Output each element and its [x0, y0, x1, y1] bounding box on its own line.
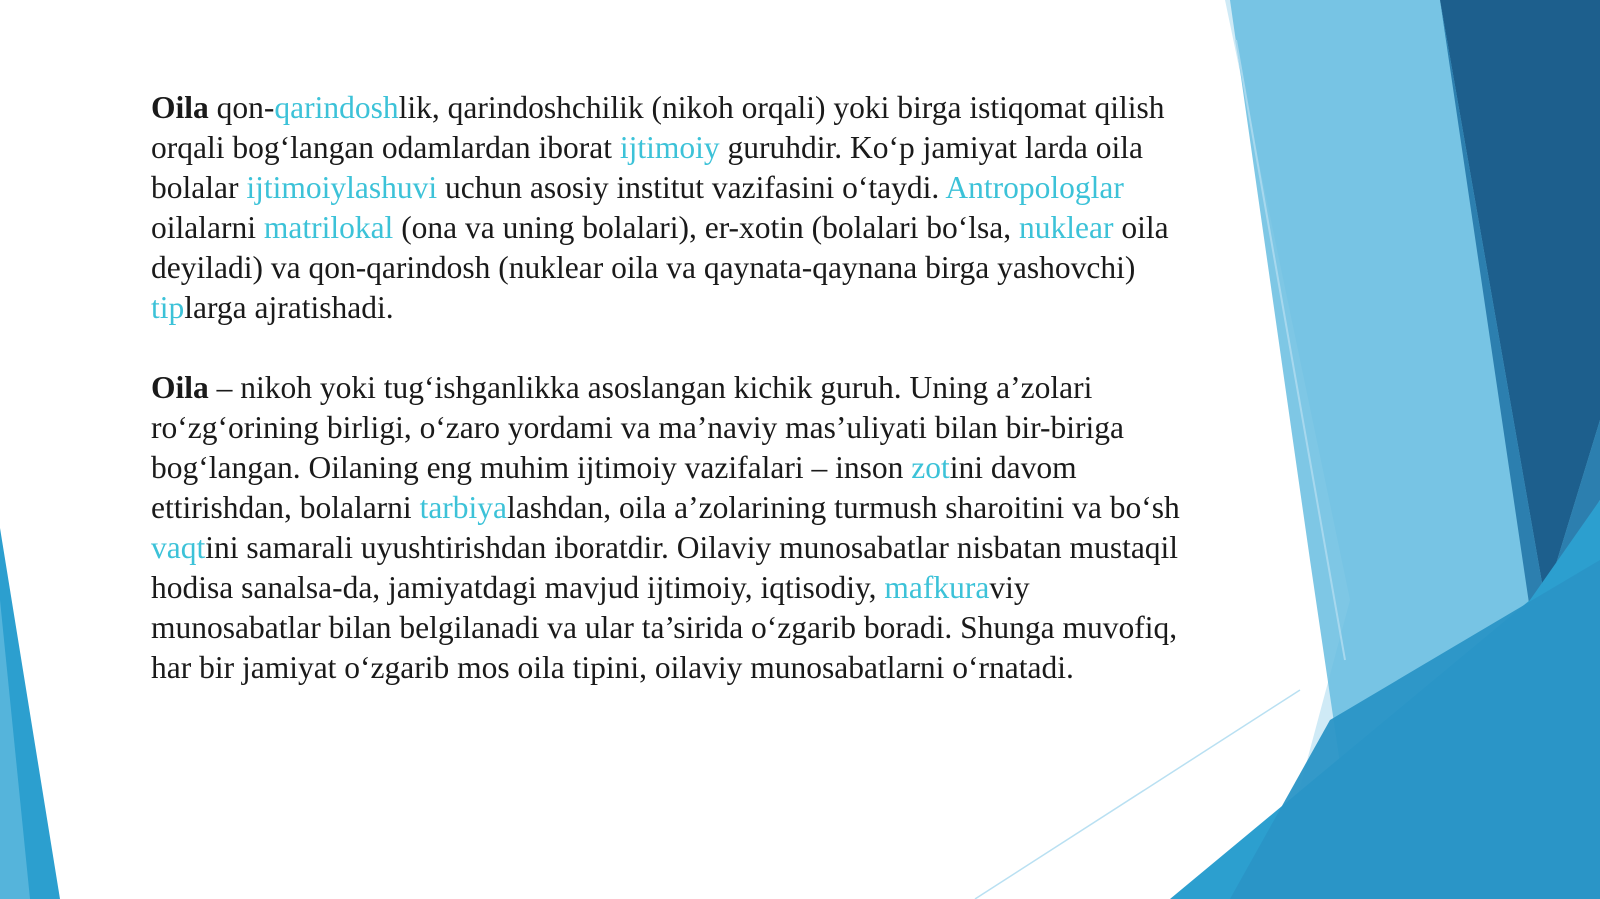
paragraph-text: viy munosabatlar bilan belgilanadi va ular ta’sirida o‘zgarib boradi. Shunga muvofiq, har bir jamiyat o‘zgarib mos oila tipini, oilaviy munosabatlarni o‘rnatadi. — [151, 570, 1178, 685]
wiki-link[interactable]: Antropologlar — [945, 170, 1124, 205]
wiki-link[interactable]: vaqt — [151, 530, 206, 565]
paragraph-text: ini davom ettirishdan, bolalarni — [151, 450, 1077, 525]
wiki-link[interactable]: matrilokal — [263, 210, 394, 245]
wiki-link[interactable]: qarindosh — [274, 90, 399, 125]
paragraph-text: – nikoh yoki tug‘ishganlikka asoslangan kichik guruh. Uning a’zolari ro‘zg‘orining birligi, o‘zaro yordami va ma’naviy mas’uliyati bilan bir-biriga bog‘langan. Oilaning eng muhim ijtimoiy vazifalari – inson — [151, 370, 1124, 485]
wiki-link[interactable]: tip — [151, 290, 185, 325]
paragraph-lead-term: Oila — [151, 370, 209, 405]
paragraph-text: larga ajratishadi. — [184, 290, 394, 325]
wiki-link[interactable]: ijtimoiylashuvi — [246, 170, 438, 205]
paragraph-text: lashdan, oila a’zolarining turmush sharoitini va bo‘sh — [507, 490, 1180, 525]
wiki-link[interactable]: mafkura — [884, 570, 990, 605]
wiki-link[interactable]: nuklear — [1018, 210, 1114, 245]
paragraph-text: lik, qarindoshchilik (nikoh orqali) yoki birga istiqomat qilish orqali bog‘langan odamlardan iborat — [151, 90, 1165, 165]
paragraph-2 — [151, 368, 1181, 688]
paragraph-text: guruhdir. Ko‘p jamiyat larda oila bolalar — [151, 130, 1143, 205]
paragraph-text: ini samarali uyushtirishdan iboratdir. Oilaviy munosabatlar nisbatan mustaqil hodisa sanalsa-da, jamiyatdagi mavjud ijtimoiy, iqtisodiy, — [151, 530, 1179, 605]
wiki-link[interactable]: tarbiya — [419, 490, 508, 525]
paragraph-text: uchun asosiy institut vazifasini o‘taydi. — [437, 170, 946, 205]
text-content — [151, 88, 1181, 728]
paragraph-1 — [151, 88, 1181, 328]
paragraph-text: (ona va uning bolalari), er-xotin (bolalari bo‘lsa, — [393, 210, 1019, 245]
wiki-link[interactable]: ijtimoiy — [619, 130, 720, 165]
paragraph-text: qon- — [208, 90, 275, 125]
paragraph-lead-term: Oila — [151, 90, 209, 125]
paragraph-text: oilalarni — [151, 210, 264, 245]
wiki-link[interactable]: zot — [911, 450, 950, 485]
paragraph-text: oila deyiladi) va qon-qarindosh (nuklear oila va qaynata-qaynana birga yashovchi) — [151, 210, 1169, 285]
